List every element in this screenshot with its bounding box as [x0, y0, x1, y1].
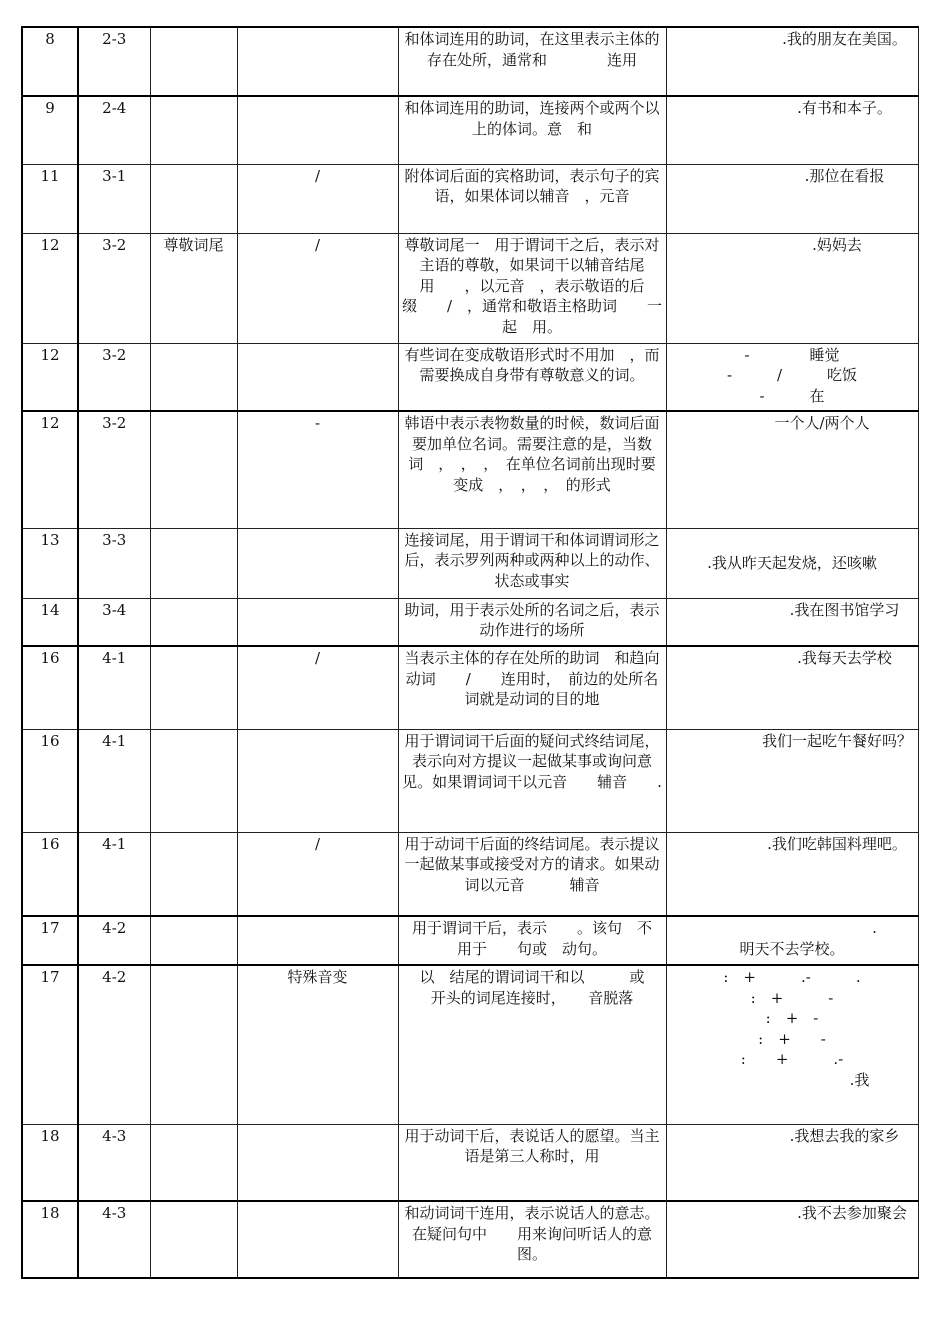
- grammar-description: 和体词连用的助词，连接两个或两个以上的体词。意 和: [398, 96, 666, 164]
- table-row: [22, 1124, 918, 1201]
- grammar-form: [237, 916, 398, 965]
- row-number: 9: [22, 96, 78, 164]
- grammar-form: [237, 96, 398, 164]
- lesson-number: 3-4: [78, 598, 150, 646]
- grammar-table: [21, 26, 919, 1279]
- table-row: [22, 96, 918, 164]
- grammar-form: [237, 27, 398, 96]
- grammar-term: [150, 343, 237, 411]
- lesson-number: 4-3: [78, 1124, 150, 1201]
- grammar-description: 和体词连用的助词，在这里表示主体的存在处所，通常和 连用: [398, 27, 666, 96]
- grammar-term: [150, 528, 237, 598]
- row-number: 8: [22, 27, 78, 96]
- lesson-number: 4-1: [78, 729, 150, 832]
- example-sentence: .我在图书馆学习: [666, 598, 918, 646]
- grammar-form: [237, 598, 398, 646]
- row-number: 13: [22, 528, 78, 598]
- lesson-number: 3-2: [78, 411, 150, 528]
- grammar-description: 用于动词干后，表说话人的愿望。当主语是第三人称时，用: [398, 1124, 666, 1201]
- grammar-form: [237, 1201, 398, 1278]
- lesson-number: 4-1: [78, 646, 150, 729]
- grammar-form: [237, 528, 398, 598]
- example-sentence: . 明天不去学校。: [666, 916, 918, 965]
- grammar-form: /: [237, 233, 398, 343]
- table-row: [22, 598, 918, 646]
- table-row: [22, 528, 918, 598]
- table-row: [22, 729, 918, 832]
- example-sentence: .有书和本子。: [666, 96, 918, 164]
- grammar-form: /: [237, 164, 398, 233]
- table-row: [22, 1201, 918, 1278]
- grammar-description: 当表示主体的存在处所的助词 和趋向动词 / 连用时， 前边的处所名词就是动词的目的地: [398, 646, 666, 729]
- grammar-term: [150, 729, 237, 832]
- row-number: 12: [22, 343, 78, 411]
- grammar-term: [150, 164, 237, 233]
- grammar-description: 尊敬词尾一 用于谓词干之后，表示对主语的尊敬，如果词干以辅音结尾用 ，以元音 ，表示敬语的后缀 / ，通常和敬语主格助词 一起 用。: [398, 233, 666, 343]
- grammar-term: [150, 1201, 237, 1278]
- grammar-term: [150, 27, 237, 96]
- grammar-term: [150, 96, 237, 164]
- example-sentence: 一个人/两个人: [666, 411, 918, 528]
- row-number: 11: [22, 164, 78, 233]
- table-row: [22, 646, 918, 729]
- example-sentence: : + .- . : + - : + - : + - : + .- .我: [666, 965, 918, 1124]
- row-number: 16: [22, 832, 78, 916]
- table-row: [22, 27, 918, 96]
- lesson-number: 2-3: [78, 27, 150, 96]
- lesson-number: 4-2: [78, 965, 150, 1124]
- grammar-description: 用于谓词词干后面的疑问式终结词尾，表示向对方提议一起做某事或询问意见。如果谓词词干以元音 辅音 .: [398, 729, 666, 832]
- grammar-description: 连接词尾，用于谓词干和体词谓词形之后，表示罗列两种或两种以上的动作、状态或事实: [398, 528, 666, 598]
- row-number: 14: [22, 598, 78, 646]
- grammar-term: [150, 832, 237, 916]
- example-sentence: .我们吃韩国料理吧。: [666, 832, 918, 916]
- lesson-number: 3-3: [78, 528, 150, 598]
- grammar-term: [150, 965, 237, 1124]
- row-number: 12: [22, 411, 78, 528]
- example-sentence: .我的朋友在美国。: [666, 27, 918, 96]
- table-row: [22, 411, 918, 528]
- example-sentence: .妈妈去: [666, 233, 918, 343]
- row-number: 18: [22, 1124, 78, 1201]
- lesson-number: 3-2: [78, 233, 150, 343]
- grammar-form: /: [237, 646, 398, 729]
- grammar-term: [150, 411, 237, 528]
- lesson-number: 2-4: [78, 96, 150, 164]
- lesson-number: 3-1: [78, 164, 150, 233]
- lesson-number: 4-2: [78, 916, 150, 965]
- grammar-description: 以 结尾的谓词词干和以 或 开头的词尾连接时， 音脱落: [398, 965, 666, 1124]
- grammar-description: 用于谓词干后，表示 。该句 不 用于 句或 动句。: [398, 916, 666, 965]
- lesson-number: 3-2: [78, 343, 150, 411]
- example-sentence: 我们一起吃午餐好吗？: [666, 729, 918, 832]
- grammar-form: /: [237, 832, 398, 916]
- table-row: [22, 164, 918, 233]
- example-sentence: .我不去参加聚会: [666, 1201, 918, 1278]
- row-number: 12: [22, 233, 78, 343]
- grammar-term: [150, 646, 237, 729]
- example-sentence: - 睡觉 - / 吃饭 - 在: [666, 343, 918, 411]
- row-number: 18: [22, 1201, 78, 1278]
- table-row: [22, 916, 918, 965]
- example-sentence: .那位在看报: [666, 164, 918, 233]
- grammar-description: 和动词词干连用，表示说话人的意志。在疑问句中 用来询问听话人的意图。: [398, 1201, 666, 1278]
- grammar-description: 韩语中表示表物数量的时候，数词后面要加单位名词。需要注意的是，当数词 ， ， ， 在单位名词前出现时要变成 ， ， ， 的形式: [398, 411, 666, 528]
- example-sentence: .我从昨天起发烧，还咳嗽: [666, 528, 918, 598]
- example-sentence: .我每天去学校: [666, 646, 918, 729]
- grammar-form: [237, 1124, 398, 1201]
- grammar-description: 附体词后面的宾格助词，表示句子的宾语，如果体词以辅音 ，元音: [398, 164, 666, 233]
- grammar-description: 有些词在变成敬语形式时不用加 ，而需要换成自身带有尊敬意义的词。: [398, 343, 666, 411]
- table-row: [22, 965, 918, 1124]
- grammar-term: [150, 916, 237, 965]
- row-number: 16: [22, 646, 78, 729]
- lesson-number: 4-3: [78, 1201, 150, 1278]
- grammar-form: 特殊音变: [237, 965, 398, 1124]
- example-sentence: .我想去我的家乡: [666, 1124, 918, 1201]
- row-number: 17: [22, 965, 78, 1124]
- lesson-number: 4-1: [78, 832, 150, 916]
- table-row: [22, 343, 918, 411]
- row-number: 16: [22, 729, 78, 832]
- grammar-form: [237, 729, 398, 832]
- table-row: [22, 832, 918, 916]
- grammar-form: -: [237, 411, 398, 528]
- grammar-term: [150, 598, 237, 646]
- row-number: 17: [22, 916, 78, 965]
- grammar-term: 尊敬词尾: [150, 233, 237, 343]
- grammar-description: 用于动词干后面的终结词尾。表示提议一起做某事或接受对方的请求。如果动词以元音 辅音: [398, 832, 666, 916]
- grammar-term: [150, 1124, 237, 1201]
- grammar-description: 助词，用于表示处所的名词之后，表示动作进行的场所: [398, 598, 666, 646]
- table-row: [22, 233, 918, 343]
- grammar-form: [237, 343, 398, 411]
